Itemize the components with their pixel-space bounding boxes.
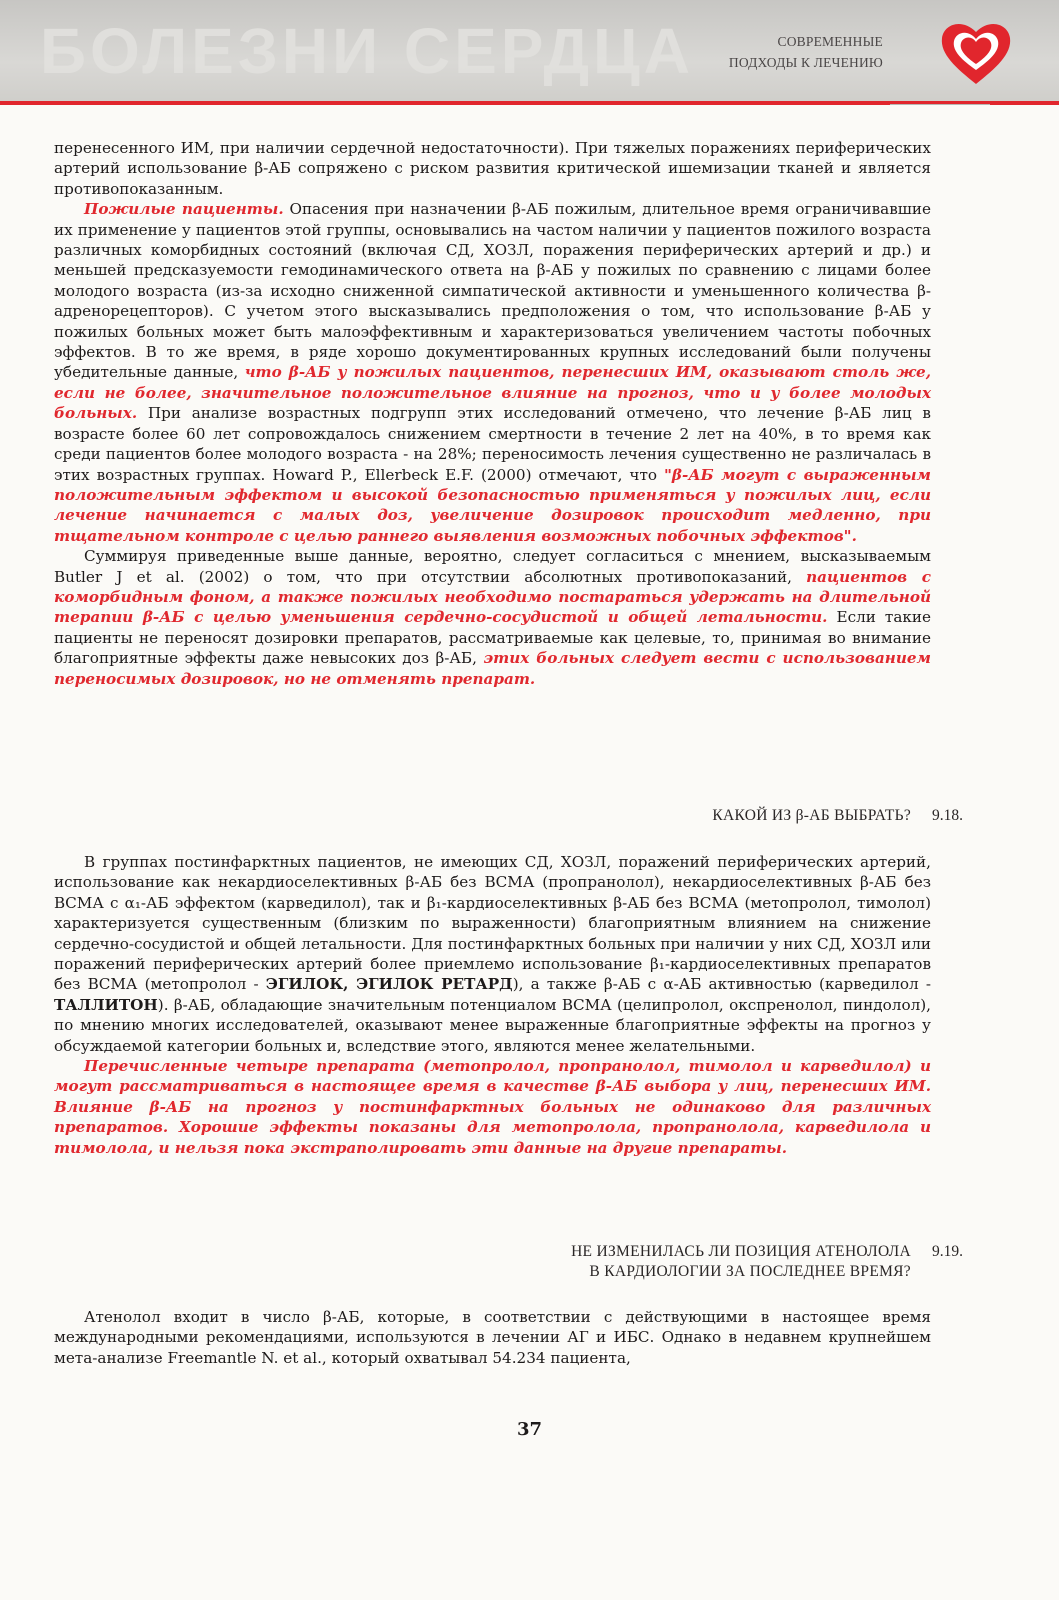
elderly-highlight-2: "β-АБ могут с выраженным положительным эффектом и высокой безопасностью применяться у пожилых лиц, если лечение начинается с малых доз, увеличение дозировок происходит медленно, при тщательном контроле с целью раннего выявления возможных побочных эффектов". [54,465,931,545]
section-heading-9-19 [571,1242,911,1282]
header-watermark: БОЛЕЗНИ СЕРДЦА [40,15,694,87]
atenolol-text: Атенолол входит в число β-АБ, которые, в соответствии с действующими в настоящее время международными рекомендациями, используются в лечении АГ и ИБС. Однако в недавнем крупнейшем мета-анализе Freemantle N. et al., который охватывал 54.234 пациента, [54,1308,931,1367]
summary-text-b: Если такие пациенты не переносят дозировки препаратов, рассматриваемые как целевые, то, принимая во внимание благоприятные эффекты даже невысоких доз β-АБ, [54,608,931,668]
page-number: 37 [516,1419,543,1440]
choice-text-a: В группах постинфарктных пациентов, не имеющих СД, ХОЗЛ, поражений периферических артерий, использование как некардиоселективных β-АБ без ВСМА (пропранолол), некардиоселективных β-АБ без ВСМА с α₁-АБ эффектом (карведилол), так и β₁-кардиоселективных β-АБ без ВСМА (метопролол, тимолол) характеризуется существенным (близким по выраженности) благоприятным влиянием на снижение сердечно-сосудистой и общей летальности. Для постинфарктных больных при наличии у них СД, ХОЗЛ или поражений периферических артерий более приемлемо использование β₁-кардиоселективных препаратов без ВСМА (метопролол - [54,853,931,994]
section-title-9-18: КАКОЙ ИЗ β-АБ ВЫБРАТЬ? [712,807,911,824]
heart-icon [938,18,1014,88]
brand-tallition: ТАЛЛИТОН [54,995,158,1014]
header-title-line1: СОВРЕМЕННЫЕ [777,34,883,49]
paragraph-summary [54,546,931,689]
paragraph-1 [54,138,931,199]
summary-text-a: Суммируя приведенные выше данные, вероятно, следует согласиться с мнением, высказываемым Butler J et al. (2002) о том, что при отсутствии абсолютных противопоказаний, [54,547,931,586]
section-title-9-19-line2: В КАРДИОЛОГИИ ЗА ПОСЛЕДНЕЕ ВРЕМЯ? [589,1263,911,1280]
page-content [54,138,931,689]
section-number-9-19: 9.19. [932,1243,963,1260]
brand-egilok: ЭГИЛОК, ЭГИЛОК РЕТАРД [265,975,513,994]
four-drugs-highlight: Перечисленные четыре препарата (метопролол, пропранолол, тимолол и карведилол) и могут рассматриваться в настоящее время в качестве β-АБ выбора у лиц, перенесших ИМ. Влияние β-АБ на прогноз у постинфарктных больных не одинаково для различных препаратов. Хорошие эффекты показаны для метопролола, пропранолола, карведилола и тимолола, и нельзя пока экстраполировать эти данные на другие препараты. [54,1057,931,1157]
choice-text-c: ). β-АБ, обладающие значительным потенциалом ВСМА (целипролол, окспренолол, пиндолол), по мнению многих исследователей, оказывают менее выраженные благоприятные эффекты на прогноз у обсуждаемой категории больных и, вследствие этого, являются менее желательными. [54,995,931,1055]
elderly-text-a: Опасения при назначении β-АБ пожилым, длительное время ограничивавшие их применение у пациентов этой группы, основывались на частом наличии у пациентов пожилого возраста различных коморбидных состояний (включая СД, ХОЗЛ, поражения периферических артерий и др.) и меньшей предсказуемости гемодинамического ответа на β-АБ у пожилых по сравнению с лицами более молодого возраста (из-за исходно сниженной симпатической активности и уменьшенного количества β-адренорецепторов). С учетом этого высказывались предположения о том, что использование β-АБ у пожилых больных может быть малоэффективным и характеризоваться увеличением частоты побочных эффектов. В то же время, в ряде хорошо документированных крупных исследований были получены убедительные данные, [54,200,931,382]
summary-highlight-2: этих больных следует вести с использованием переносимых дозировок, но не отменять препарат. [54,649,931,688]
summary-highlight-1: пациентов с коморбидным фоном, а также пожилых необходимо постараться удержать на длительной терапии β-АБ с целью уменьшения сердечно-сосудистой и общей летальности. [54,567,931,627]
section-heading-9-18 [712,806,911,826]
elderly-lead: Пожилые пациенты. [84,200,284,219]
paragraph-atenolol [54,1307,931,1368]
elderly-highlight-1: что β-АБ у пожилых пациентов, перенесших ИМ, оказывают столь же, если не более, значительное положительное влияние на прогноз, что и у более молодых больных. [54,363,931,423]
section-title-9-19-line1: НЕ ИЗМЕНИЛАСЬ ЛИ ПОЗИЦИЯ АТЕНОЛОЛА [571,1243,911,1260]
choice-text-b: ), а также β-АБ с α-АБ активностью (карведилол - [512,975,931,994]
elderly-text-b: При анализе возрастных подгрупп этих исследований отмечено, что лечение β-АБ лиц в возрасте более 60 лет сопровождалось снижением смертности в течение 2 лет на 40%, в то время как среди пациентов более молодого возраста - на 28%; переносимость лечения существенно не различалась в этих возрастных группах. Howard P., Ellerbeck E.F. (2000) отмечают, что [54,404,931,484]
page-header [0,0,1059,104]
section-number-9-18: 9.18. [932,807,963,824]
paragraph-1-text: перенесенного ИМ, при наличии сердечной недостаточности). При тяжелых поражениях периферических артерий использование β-АБ сопряжено с риском развития критической ишемизации тканей и является противопоказанным. [54,139,931,198]
paragraph-elderly [54,199,931,546]
page-content-2 [54,852,931,1158]
header-title [729,31,883,73]
header-title-line2: ПОДХОДЫ К ЛЕЧЕНИЮ [728,55,883,70]
paragraph-four-drugs [54,1056,931,1158]
page-content-3 [54,1307,931,1368]
header-gray-rule [890,104,990,105]
paragraph-choice [54,852,931,1056]
